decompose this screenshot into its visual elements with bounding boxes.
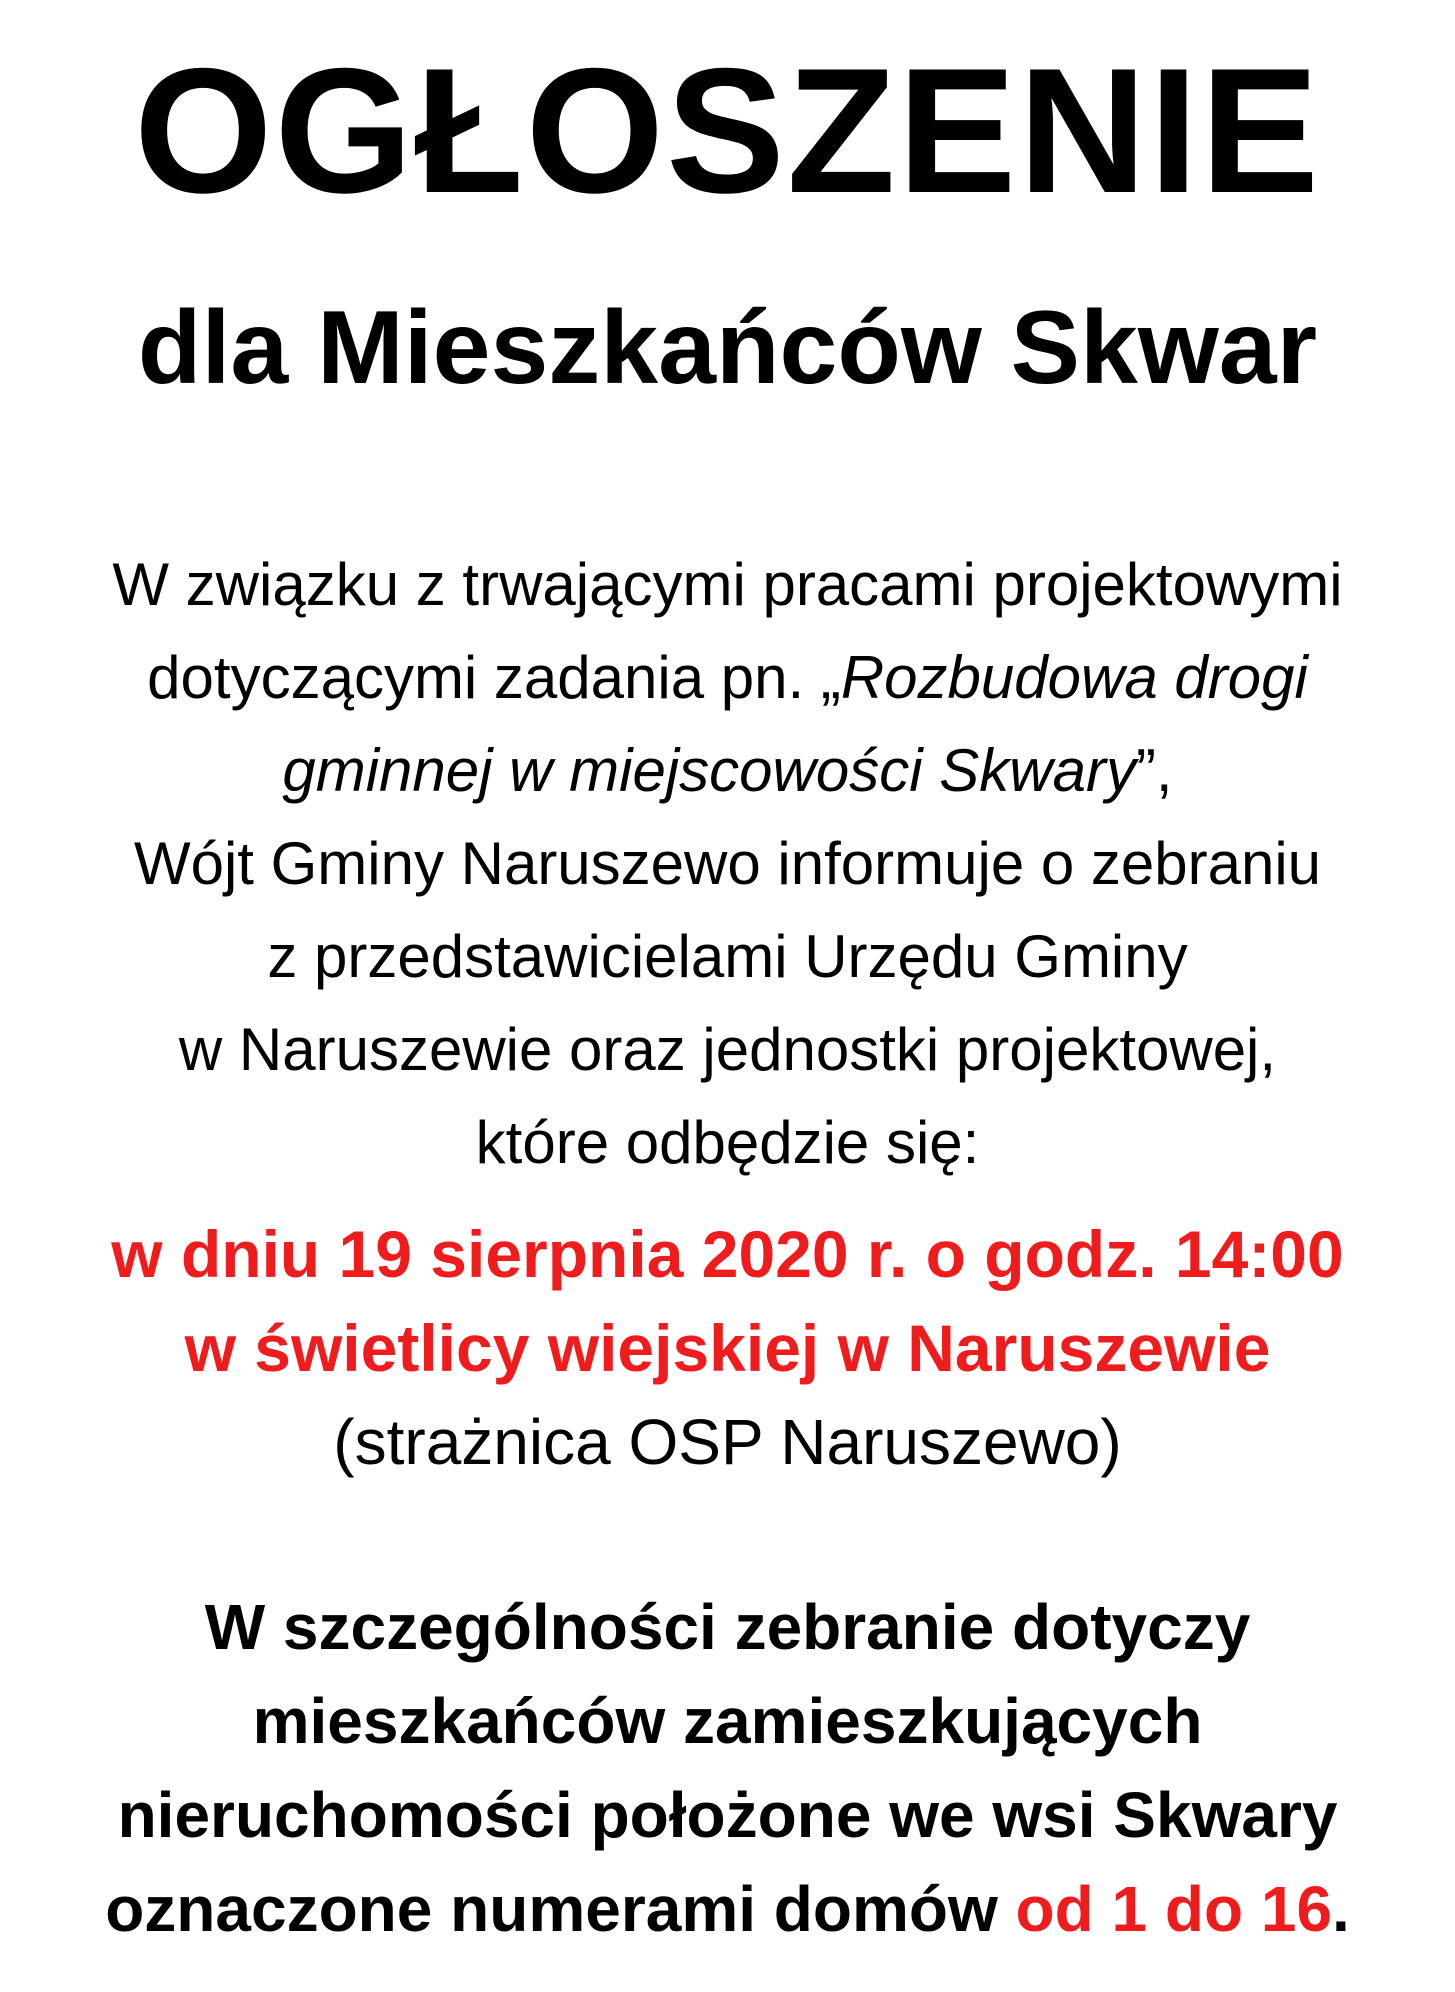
intro-line: które odbędzie się: <box>475 1109 980 1176</box>
intro-line: z przedstawicielami Urzędu Gminy <box>267 923 1188 990</box>
notice-line: nieruchomości położone we wsi Skwary <box>117 1779 1338 1851</box>
intro-text: ”, <box>1135 737 1173 804</box>
intro-line: W związku z trwającymi pracami projektowymi <box>112 551 1343 618</box>
page-title: OGŁOSZENIE <box>134 31 1321 230</box>
notice-paragraph <box>0 1580 1455 1956</box>
meeting-location: w świetlicy wiejskiej w Naruszewie <box>184 1311 1271 1385</box>
notice-text: oznaczone numerami domów <box>105 1873 1016 1945</box>
task-name-italic: gminnej w miejscowości Skwary <box>282 737 1136 804</box>
meeting-datetime: w dniu 19 sierpnia 2020 r. o godz. 14:00 <box>111 1217 1344 1291</box>
intro-paragraph <box>0 538 1455 1189</box>
house-number-range: od 1 do 16 <box>1015 1873 1333 1945</box>
notice-line: W szczególności zebranie dotyczy <box>204 1591 1251 1663</box>
notice-line <box>0 1862 1455 1956</box>
page-subtitle: dla Mieszkańców Skwar <box>137 290 1318 406</box>
intro-text: dotyczącymi zadania pn. „ <box>147 644 841 711</box>
intro-line <box>0 724 1455 817</box>
notice-text: . <box>1332 1873 1350 1945</box>
meeting-details <box>0 1207 1455 1489</box>
notice-line: mieszkańców zamieszkujących <box>252 1685 1203 1757</box>
meeting-place-note: (strażnica OSP Naruszewo) <box>333 1406 1122 1478</box>
intro-line <box>0 631 1455 724</box>
task-name-italic: Rozbudowa drogi <box>840 644 1308 711</box>
intro-line: Wójt Gminy Naruszewo informuje o zebraniu <box>133 830 1322 897</box>
intro-line: w Naruszewie oraz jednostki projektowej, <box>178 1016 1277 1083</box>
